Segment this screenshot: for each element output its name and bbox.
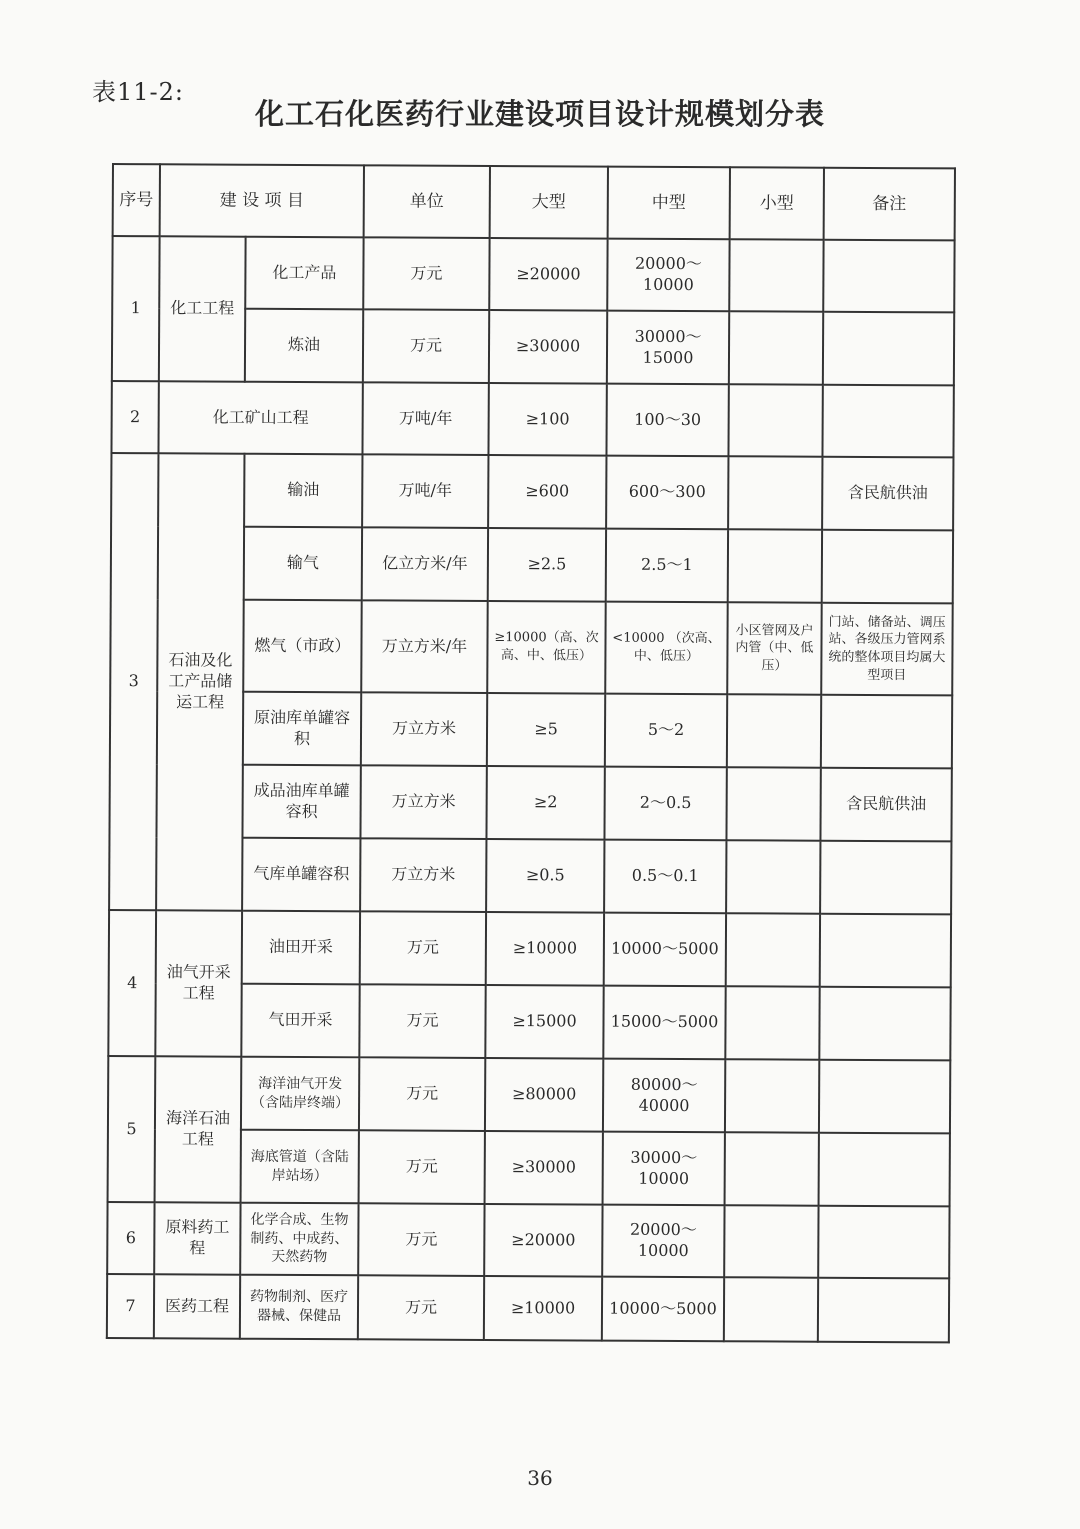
medium-cell: 100～30 (606, 384, 728, 457)
small-cell (728, 529, 822, 602)
note-cell (820, 914, 951, 988)
group-name: 原料药工程 (154, 1202, 240, 1274)
large-cell: ≥5 (487, 693, 605, 767)
small-cell (727, 694, 821, 767)
small-cell (728, 456, 822, 529)
table-row (111, 381, 953, 457)
group-name: 医药工程 (154, 1274, 240, 1338)
unit-cell: 万立方米 (360, 765, 486, 839)
header-unit: 单位 (364, 165, 490, 238)
note-cell (819, 1060, 950, 1134)
note-cell (819, 987, 950, 1061)
small-cell (726, 840, 820, 913)
group-name: 化工矿山工程 (158, 381, 362, 454)
small-cell (724, 1205, 818, 1277)
large-cell: ≥100 (488, 383, 606, 456)
group-seq: 3 (109, 453, 158, 910)
unit-cell: 万元 (359, 1057, 485, 1131)
large-cell: ≥20000 (489, 238, 607, 311)
table-row (107, 1202, 949, 1278)
small-cell (725, 1132, 819, 1205)
unit-cell: 万元 (363, 237, 489, 310)
medium-cell: 600～300 (606, 456, 728, 530)
note-cell (818, 1278, 949, 1343)
small-cell (729, 239, 823, 311)
large-cell: ≥0.5 (486, 839, 604, 913)
large-cell: ≥10000（高、次高、中、低压） (487, 601, 605, 694)
unit-cell: 万立方米/年 (361, 600, 487, 693)
item-name: 海洋油气开发（含陆岸终端） (241, 1057, 359, 1131)
large-cell: ≥30000 (485, 1131, 603, 1205)
item-name: 气田开采 (241, 984, 359, 1058)
group-name: 石油及化工产品储运工程 (156, 453, 244, 910)
unit-cell: 万立方米 (361, 692, 487, 766)
item-name: 炼油 (245, 309, 363, 383)
medium-cell: 20000～10000 (602, 1205, 724, 1278)
unit-cell: 万元 (360, 911, 486, 985)
unit-cell: 万元 (363, 309, 489, 383)
scale-table (106, 163, 956, 1343)
small-cell (728, 384, 822, 456)
note-cell (819, 1133, 950, 1207)
group-seq: 1 (112, 236, 160, 381)
table-row (109, 910, 951, 987)
note-cell: 含民航供油 (822, 457, 953, 531)
group-name: 海洋石油工程 (155, 1056, 242, 1202)
small-cell (725, 1059, 819, 1132)
large-cell: ≥10000 (484, 1276, 602, 1341)
header-large: 大型 (490, 166, 608, 239)
item-name: 油田开采 (242, 911, 360, 985)
note-cell (823, 240, 954, 313)
large-cell: ≥80000 (485, 1058, 603, 1132)
medium-cell: 0.5～0.1 (604, 840, 726, 914)
note-cell: 含民航供油 (820, 768, 951, 842)
large-cell: ≥2 (486, 766, 604, 840)
item-name: 药物制剂、医疗器械、保健品 (240, 1275, 358, 1340)
note-cell (818, 1206, 949, 1279)
item-name: 输油 (244, 454, 362, 528)
medium-cell: 20000～10000 (607, 239, 729, 312)
table-row (112, 236, 954, 312)
group-seq: 7 (107, 1274, 154, 1338)
table-row (107, 1274, 949, 1342)
group-name: 油气开采工程 (155, 910, 242, 1056)
large-cell: ≥15000 (485, 985, 603, 1059)
large-cell: ≥30000 (489, 310, 607, 384)
large-cell: ≥600 (488, 455, 606, 529)
medium-cell: 10000～5000 (602, 1277, 724, 1342)
table-row (108, 1056, 950, 1133)
medium-cell: <10000 （次高、中、低压） (605, 602, 727, 695)
item-name: 成品油库单罐容积 (242, 765, 360, 839)
table-label: 表11-2: (92, 78, 185, 106)
page-number: 36 (527, 1466, 553, 1490)
small-cell (725, 986, 819, 1059)
unit-cell: 亿立方米/年 (362, 527, 488, 601)
header-project: 建 设 项 目 (160, 164, 364, 237)
medium-cell: 2.5～1 (606, 529, 728, 603)
unit-cell: 万吨/年 (362, 454, 488, 528)
unit-cell: 万元 (358, 1203, 484, 1276)
group-name: 化工工程 (159, 236, 246, 381)
unit-cell: 万元 (359, 984, 485, 1058)
small-cell (726, 913, 820, 986)
table-row (111, 453, 953, 530)
header-note: 备注 (824, 168, 955, 241)
small-cell (729, 311, 823, 384)
large-cell: ≥20000 (484, 1204, 602, 1277)
page-title: 化工石化医药行业建设项目设计规模划分表 (254, 97, 825, 131)
header-seq: 序号 (113, 164, 160, 236)
item-name: 输气 (244, 527, 362, 601)
large-cell: ≥10000 (486, 912, 604, 986)
medium-cell: 2～0.5 (604, 767, 726, 841)
small-cell: 小区管网及户内管（中、低压） (727, 602, 821, 694)
header-small: 小型 (730, 167, 824, 239)
item-name: 气库单罐容积 (242, 838, 360, 912)
note-cell (822, 530, 953, 604)
small-cell (726, 767, 820, 840)
item-name: 化工产品 (245, 237, 363, 310)
medium-cell: 10000～5000 (604, 913, 726, 987)
medium-cell: 5～2 (605, 694, 727, 768)
note-cell (821, 695, 952, 769)
group-seq: 6 (107, 1202, 154, 1274)
group-seq: 2 (111, 381, 158, 453)
large-cell: ≥2.5 (488, 528, 606, 602)
medium-cell: 80000～40000 (603, 1059, 725, 1133)
group-seq: 4 (108, 910, 156, 1056)
item-name: 海底管道（含陆岸站场） (241, 1130, 359, 1204)
header-row (113, 164, 955, 240)
note-cell (820, 841, 951, 915)
group-seq: 5 (108, 1056, 156, 1202)
item-name: 化学合成、生物制药、中成药、天然药物 (240, 1203, 358, 1276)
unit-cell: 万立方米 (360, 838, 486, 912)
medium-cell: 30000～10000 (603, 1132, 725, 1206)
item-name: 原油库单罐容积 (243, 692, 361, 766)
medium-cell: 15000～5000 (603, 986, 725, 1060)
note-cell (822, 385, 953, 458)
unit-cell: 万元 (359, 1130, 485, 1204)
medium-cell: 30000～15000 (607, 311, 729, 385)
note-cell: 门站、储备站、调压站、各级压力管网系统的整体项目均属大型项目 (821, 603, 952, 696)
item-name: 燃气（市政） (243, 600, 361, 693)
note-cell (823, 312, 954, 386)
unit-cell: 万元 (358, 1275, 484, 1340)
small-cell (724, 1277, 818, 1341)
header-medium: 中型 (608, 167, 730, 240)
unit-cell: 万吨/年 (362, 382, 488, 455)
